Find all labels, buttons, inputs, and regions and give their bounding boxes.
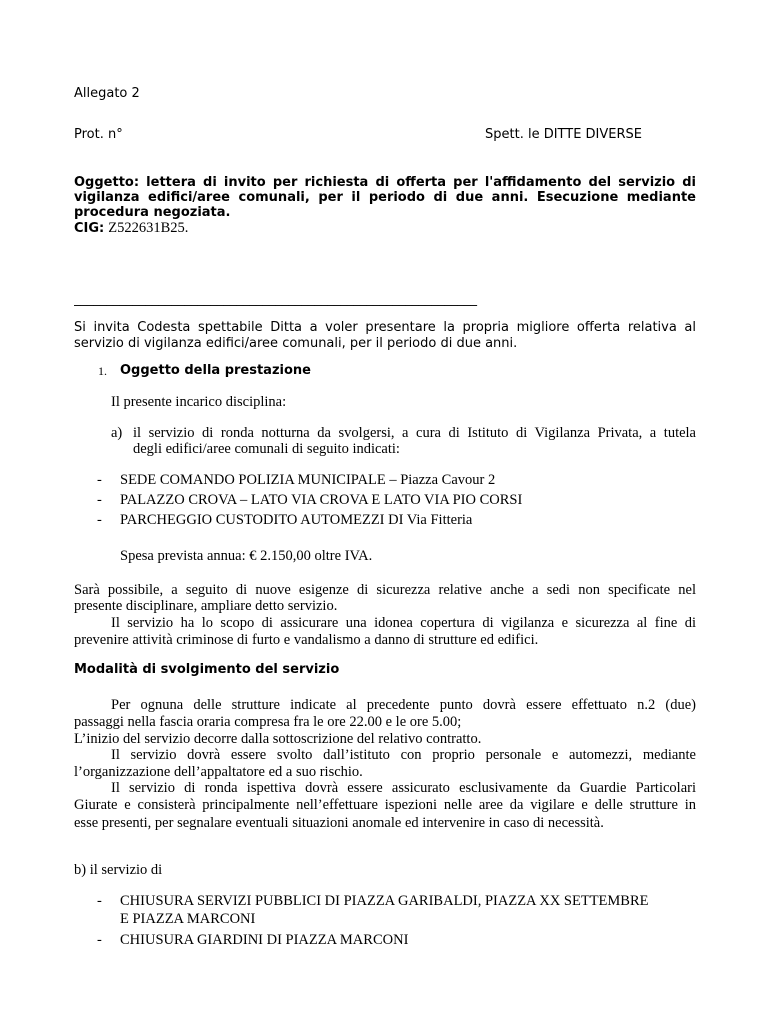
- protocol-number-label: Prot. n°: [74, 127, 123, 142]
- modalita-p3-line-1: Il servizio di ronda ispettiva dovrà essere assicurato esclusivamente da Guardie Particolari: [111, 780, 696, 796]
- item-a-line-2: degli edifici/aree comunali di seguito indicati:: [133, 441, 400, 457]
- modalita-p1-line-1: Per ognuna delle strutture indicate al precedente punto dovrà essere effettuato n.2 (due): [111, 697, 696, 713]
- modalita-p2-line-2: l’organizzazione dell’appaltatore ed a suo rischio.: [74, 764, 363, 780]
- modalita-p1-line-2: passaggi nella fascia oraria compresa fra le ore 22.00 e le ore 5.00;: [74, 714, 462, 730]
- item-a-marker: a): [111, 425, 123, 441]
- location-item: SEDE COMANDO POLIZIA MUNICIPALE – Piazza Cavour 2: [120, 472, 496, 488]
- cig-value: Z522631B25.: [108, 220, 189, 236]
- paragraph-2-line-2: prevenire attività criminose di furto e vandalismo a danno di strutture ed edifici.: [74, 632, 539, 648]
- bullet-dash: -: [97, 512, 102, 528]
- bullet-dash: -: [97, 492, 102, 508]
- recipient-label: Spett. le DITTE DIVERSE: [485, 127, 642, 142]
- section-b-item-2: CHIUSURA GIARDINI DI PIAZZA MARCONI: [120, 932, 409, 948]
- subject-line-1: Oggetto: lettera di invito per richiesta di offerta per l'affidamento del servizio di: [74, 175, 696, 190]
- item-a-line-1: il servizio di ronda notturna da svolgersi, a cura di Istituto di Vigilanza Privata, a tutela: [133, 425, 696, 441]
- cig-label: CIG:: [74, 221, 105, 236]
- subject-line-3: procedura negoziata.: [74, 205, 231, 220]
- divider-line: ______________________________________________________________: [74, 292, 477, 307]
- annual-cost: Spesa prevista annua: € 2.150,00 oltre IVA.: [120, 548, 373, 564]
- section-1-title: Oggetto della prestazione: [120, 363, 311, 378]
- location-item: PALAZZO CROVA – LATO VIA CROVA E LATO VIA PIO CORSI: [120, 492, 523, 508]
- modalita-p1-line-3: L’inizio del servizio decorre dalla sottoscrizione del relativo contratto.: [74, 731, 482, 747]
- bullet-dash: -: [97, 472, 102, 488]
- section-b-item-1-line-2: E PIAZZA MARCONI: [120, 911, 256, 927]
- bullet-dash: -: [97, 893, 102, 909]
- section-b-item-1-line-1: CHIUSURA SERVIZI PUBBLICI DI PIAZZA GARIBALDI, PIAZZA XX SETTEMBRE: [120, 893, 649, 909]
- paragraph-1-line-1: Sarà possibile, a seguito di nuove esigenze di sicurezza relative anche a sedi non specificate nel: [74, 582, 696, 598]
- intro-line-2: servizio di vigilanza edifici/aree comunali, per il periodo di due anni.: [74, 336, 518, 351]
- cig-line: [74, 220, 188, 237]
- paragraph-2-line-1: Il servizio ha lo scopo di assicurare una idonea copertura di vigilanza e sicurezza al fine di: [111, 615, 696, 631]
- modalita-p2-line-1: Il servizio dovrà essere svolto dall’istituto con proprio personale e automezzi, mediante: [111, 747, 696, 763]
- modalita-title: Modalità di svolgimento del servizio: [74, 662, 340, 677]
- allegato-label: Allegato 2: [74, 86, 140, 101]
- subject-line-2: vigilanza edifici/aree comunali, per il periodo di due anni. Esecuzione mediante: [74, 190, 696, 205]
- modalita-p3-line-3: esse presenti, per segnalare eventuali situazioni anomale ed intervenire in caso di necessità.: [74, 815, 604, 831]
- paragraph-1-line-2: presente disciplinare, ampliare detto servizio.: [74, 598, 338, 614]
- intro-line-1: Si invita Codesta spettabile Ditta a voler presentare la propria migliore offerta relativa al: [74, 320, 696, 335]
- section-1-number: 1.: [98, 364, 107, 378]
- section-1-intro: Il presente incarico disciplina:: [111, 394, 287, 410]
- location-item: PARCHEGGIO CUSTODITO AUTOMEZZI DI Via Fitteria: [120, 512, 473, 528]
- bullet-dash: -: [97, 932, 102, 948]
- section-b-intro: b) il servizio di: [74, 862, 163, 878]
- modalita-p3-line-2: Giurate e consisterà principalmente nell’effettuare ispezioni nelle aree da vigilare e delle strutture in: [74, 797, 696, 813]
